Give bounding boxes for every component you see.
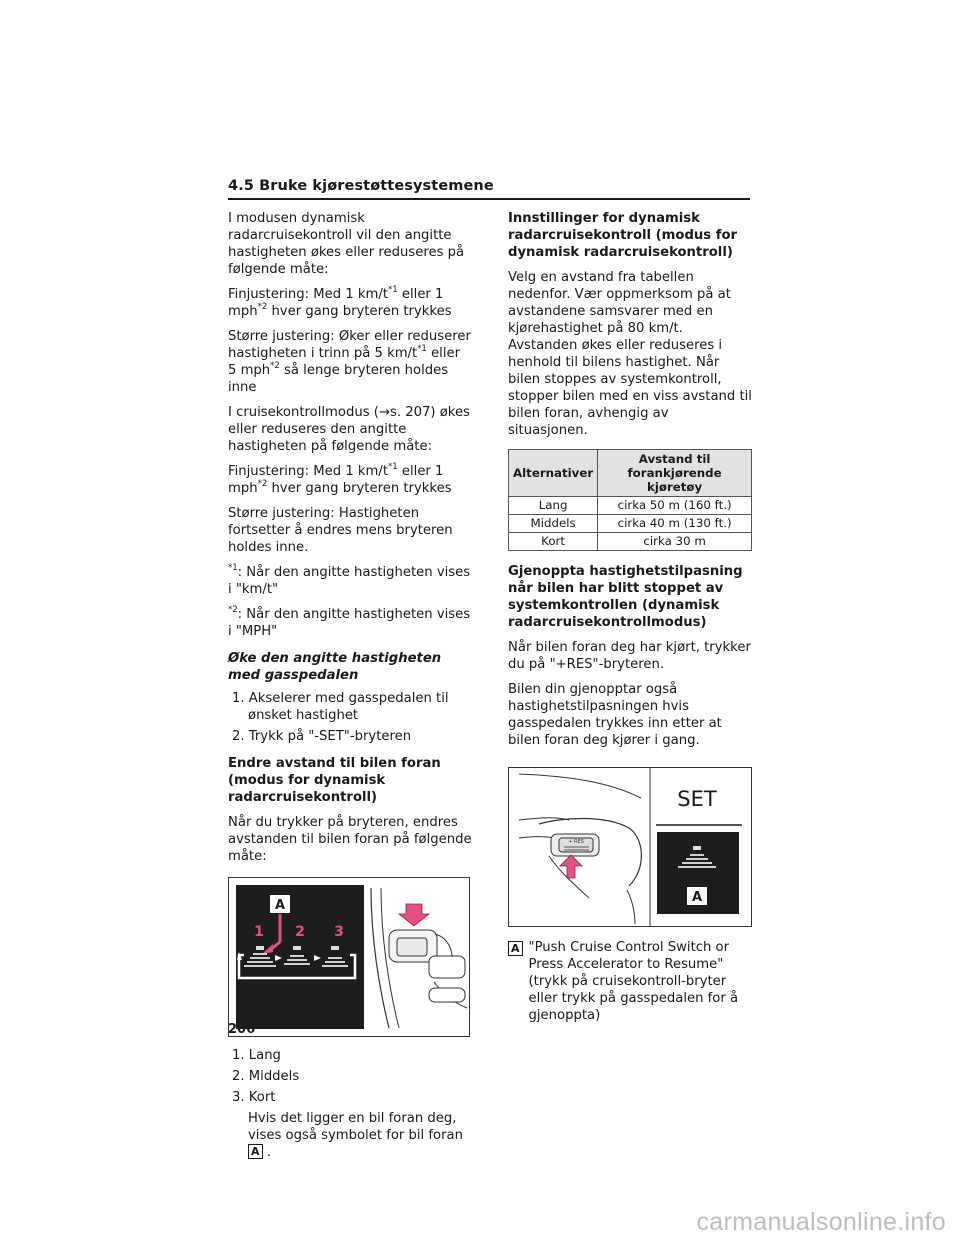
table-header: Avstand til forankjørende kjøretøy <box>598 450 752 497</box>
list-item: 2. Middels <box>232 1069 300 1084</box>
subheading: Endre avstand til bilen foran (modus for dynamisk radarcruisekontroll) <box>228 756 441 805</box>
paragraph: I modusen dynamisk radarcruisekontroll vil den angitte hastigheten økes eller reduseres på følgende måte: <box>228 211 465 277</box>
list-item: 3. Kort <box>232 1090 276 1105</box>
subheading: Innstillinger for dynamisk radarcruisekontroll (modus for dynamisk radarcruisekontroll) <box>508 211 738 260</box>
paragraph: I cruisekontrollmodus (→s. 207) økes eller reduseres den angitte hastigheten på følgende måte: <box>228 405 470 454</box>
subheading: Gjenoppta hastighetstilpasning når bilen har blitt stoppet av systemkontrollen (dynamisk radarcruisekontrollmodus) <box>508 564 743 630</box>
paragraph: Når du trykker på bryteren, endres avstanden til bilen foran på følgende måte: <box>228 815 472 864</box>
header-rule <box>228 198 750 200</box>
table-row: Lang cirka 50 m (160 ft.) <box>509 497 752 515</box>
watermark: carmanualsonline.info <box>696 1208 946 1236</box>
push-arrow-icon <box>399 904 429 926</box>
paragraph: Større justering: Hastigheten fortsetter å endres mens bryteren holdes inne. <box>228 506 453 555</box>
table-row: Middels cirka 40 m (130 ft.) <box>509 515 752 533</box>
distance-figure <box>228 877 470 1037</box>
distance-illustration <box>229 878 469 1036</box>
distance-switch <box>397 938 427 956</box>
paragraph: Større justering: Øker eller reduserer hastigheten i trinn på 5 $km/t^{*1}$ eller 5 mph$^{*2}$ så lenge bryteren holdes inne <box>228 329 471 395</box>
push-up-arrow-icon <box>560 855 582 878</box>
paragraph: Når bilen foran deg har kjørt, trykker du på "+RES"-bryteren. <box>508 640 751 672</box>
paragraph: Bilen din gjenopptar også hastighetstilpasningen hvis gasspedalen trykkes inn etter at bilen foran deg kjører i gang. <box>508 682 722 748</box>
step-item: 2. Trykk på "-SET"-bryteren <box>232 729 412 744</box>
number-1: 1 <box>254 924 264 940</box>
lower-switch <box>429 956 465 978</box>
label-a: A <box>691 890 703 905</box>
table-row: Kort cirka 30 m <box>509 533 752 551</box>
label-a: A <box>274 898 286 913</box>
section-title: 4.5 Bruke kjørestøttesystemene <box>228 178 494 194</box>
footnote: $^{*1}$: Når den angitte hastigheten vises i "km/t" <box>228 563 471 597</box>
label-a-icon: A <box>248 1144 263 1159</box>
res-switch-label: + RES <box>568 839 584 845</box>
number-2: 2 <box>295 924 305 940</box>
steering-wheel-rim <box>371 888 389 1028</box>
footnote: $^{*2}$: Når den angitte hastigheten vises i "MPH" <box>228 605 471 639</box>
set-text: SET <box>677 787 717 811</box>
table-header: Alternativer <box>509 450 598 497</box>
figure-note <box>508 939 752 1024</box>
resume-illustration <box>509 768 751 926</box>
paragraph: Velg en avstand fra tabellen nedenfor. Vær oppmerksom på at avstandene samsvarer med en kjørehastighet på 80 km/t. Avstanden økes eller reduseres i henhold til bilens hastighet. Når bilen stoppes av systemkontroll, stopper bilen med en viss avstand til bilen foran, avhengig av situasjonen. <box>508 270 752 438</box>
note-text: "Push Cruise Control Switch or Press Accelerator to Resume" (trykk på cruisekontroll-bryter eller trykk på gasspedalen for å gjenoppta) <box>528 940 739 1023</box>
dashboard-line <box>519 774 641 798</box>
subheading-italic: Øke den angitte hastigheten med gasspedalen <box>228 651 442 683</box>
list-note: Hvis det ligger en bil foran deg, vises også symbolet for bil foran A . <box>248 1111 463 1160</box>
step-item: 1. Akselerer med gasspedalen til ønsket hastighet <box>232 691 449 723</box>
page-number: 206 <box>228 1022 256 1037</box>
paragraph: Finjustering: Med 1 $km/t^{*1}$ eller 1 mph$^{*2}$ hver gang bryteren trykkes <box>228 462 452 496</box>
number-3: 3 <box>334 924 344 940</box>
distance-table <box>508 449 752 551</box>
paragraph: Finjustering: Med 1 $km/t^{*1}$ eller 1 mph$^{*2}$ hver gang bryteren trykkes <box>228 285 452 319</box>
list-item: 1. Lang <box>232 1048 281 1063</box>
right-column <box>508 210 752 1024</box>
left-column <box>228 210 472 1165</box>
resume-figure <box>508 767 752 927</box>
label-a-icon: A <box>508 941 523 956</box>
